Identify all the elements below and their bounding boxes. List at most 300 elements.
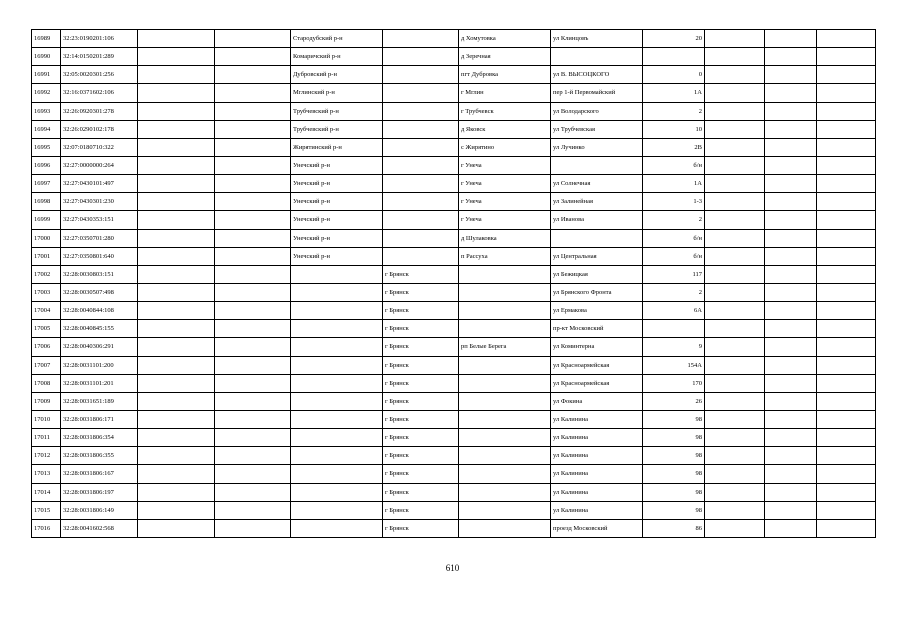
house-number-cell: 2 (643, 102, 705, 120)
locality-cell (459, 429, 551, 447)
record-number-cell: 16992 (32, 84, 61, 102)
blank-cell (138, 211, 215, 229)
blank-cell (765, 48, 817, 66)
cadastral-number-cell: 32:28:0031806:197 (61, 483, 138, 501)
street-cell: ул Коминтерна (551, 338, 643, 356)
blank-cell (817, 138, 876, 156)
cadastral-number-cell: 32:28:0031806:354 (61, 429, 138, 447)
cadastral-number-cell: 32:27:0430301:230 (61, 193, 138, 211)
blank-cell (215, 320, 291, 338)
table-row (32, 229, 876, 247)
city-cell: г Брянск (383, 283, 459, 301)
record-number-cell: 17008 (32, 374, 61, 392)
district-cell: Комаричский р-н (291, 48, 383, 66)
table-row (32, 120, 876, 138)
house-number-cell: 1А (643, 84, 705, 102)
table-row (32, 410, 876, 428)
house-number-cell: 117 (643, 265, 705, 283)
cadastral-number-cell: 32:28:0031651:189 (61, 392, 138, 410)
blank-cell (138, 30, 215, 48)
blank-cell (705, 410, 765, 428)
blank-cell (817, 211, 876, 229)
district-cell (291, 501, 383, 519)
blank-cell (817, 519, 876, 537)
blank-cell (817, 374, 876, 392)
locality-cell (459, 501, 551, 519)
blank-cell (215, 302, 291, 320)
cadastral-number-cell: 32:27:0000000:264 (61, 156, 138, 174)
blank-cell (817, 302, 876, 320)
table-row (32, 48, 876, 66)
table-row (32, 30, 876, 48)
locality-cell: г Мглин (459, 84, 551, 102)
blank-cell (765, 156, 817, 174)
blank-cell (817, 338, 876, 356)
blank-cell (765, 66, 817, 84)
blank-cell (705, 247, 765, 265)
district-cell: Унечский р-н (291, 211, 383, 229)
record-number-cell: 16994 (32, 120, 61, 138)
district-cell: Унечский р-н (291, 193, 383, 211)
city-cell (383, 193, 459, 211)
house-number-cell: 2 (643, 283, 705, 301)
table-row (32, 392, 876, 410)
house-number-cell: 10 (643, 120, 705, 138)
blank-cell (215, 66, 291, 84)
cadastral-number-cell: 32:28:0030507:498 (61, 283, 138, 301)
blank-cell (705, 447, 765, 465)
blank-cell (705, 519, 765, 537)
blank-cell (765, 102, 817, 120)
house-number-cell: б/н (643, 229, 705, 247)
blank-cell (215, 156, 291, 174)
blank-cell (765, 338, 817, 356)
street-cell (551, 229, 643, 247)
table-row (32, 374, 876, 392)
table-row (32, 519, 876, 537)
record-number-cell: 16990 (32, 48, 61, 66)
table-row (32, 447, 876, 465)
locality-cell: г Трубчевск (459, 102, 551, 120)
house-number-cell: б/н (643, 156, 705, 174)
blank-cell (215, 265, 291, 283)
cadastral-number-cell: 32:26:0290102:178 (61, 120, 138, 138)
street-cell: ул Ермакова (551, 302, 643, 320)
blank-cell (705, 193, 765, 211)
street-cell: ул Калинина (551, 447, 643, 465)
blank-cell (138, 247, 215, 265)
record-number-cell: 16991 (32, 66, 61, 84)
street-cell: ул Центральная (551, 247, 643, 265)
blank-cell (138, 320, 215, 338)
district-cell (291, 429, 383, 447)
table-row (32, 483, 876, 501)
city-cell: г Брянск (383, 265, 459, 283)
house-number-cell: 98 (643, 447, 705, 465)
blank-cell (215, 338, 291, 356)
record-number-cell: 17005 (32, 320, 61, 338)
blank-cell (705, 211, 765, 229)
district-cell (291, 392, 383, 410)
blank-cell (765, 320, 817, 338)
blank-cell (138, 483, 215, 501)
blank-cell (817, 229, 876, 247)
locality-cell: с Жирятино (459, 138, 551, 156)
district-cell: Мглинский р-н (291, 84, 383, 102)
cadastral-number-cell: 32:27:0430101:497 (61, 175, 138, 193)
locality-cell (459, 410, 551, 428)
city-cell (383, 211, 459, 229)
page-number: 610 (445, 563, 460, 573)
record-number-cell: 17007 (32, 356, 61, 374)
street-cell (551, 48, 643, 66)
blank-cell (765, 501, 817, 519)
blank-cell (138, 374, 215, 392)
blank-cell (705, 374, 765, 392)
blank-cell (215, 84, 291, 102)
district-cell: Трубчевский р-н (291, 102, 383, 120)
cadastral-number-cell: 32:28:0031101:200 (61, 356, 138, 374)
cadastral-number-cell: 32:16:0371602:106 (61, 84, 138, 102)
blank-cell (765, 30, 817, 48)
table-row (32, 84, 876, 102)
blank-cell (705, 320, 765, 338)
blank-cell (215, 229, 291, 247)
city-cell: г Брянск (383, 447, 459, 465)
house-number-cell: 98 (643, 410, 705, 428)
blank-cell (215, 247, 291, 265)
cadastral-number-cell: 32:05:0020301:256 (61, 66, 138, 84)
cadastral-number-cell: 32:27:0350701:280 (61, 229, 138, 247)
blank-cell (817, 30, 876, 48)
street-cell: ул Калинина (551, 501, 643, 519)
house-number-cell: 26 (643, 392, 705, 410)
blank-cell (817, 48, 876, 66)
locality-cell: п Рассуха (459, 247, 551, 265)
cadastral-number-cell: 32:14:0150201:289 (61, 48, 138, 66)
city-cell (383, 156, 459, 174)
street-cell: ул Калинина (551, 465, 643, 483)
district-cell (291, 447, 383, 465)
blank-cell (138, 120, 215, 138)
district-cell (291, 519, 383, 537)
record-number-cell: 17001 (32, 247, 61, 265)
table-row (32, 429, 876, 447)
blank-cell (765, 410, 817, 428)
blank-cell (765, 356, 817, 374)
house-number-cell: 154А (643, 356, 705, 374)
district-cell (291, 483, 383, 501)
locality-cell: д Хомутовка (459, 30, 551, 48)
district-cell (291, 410, 383, 428)
table-row (32, 193, 876, 211)
blank-cell (817, 447, 876, 465)
table-row (32, 465, 876, 483)
cadastral-number-cell: 32:28:0040844:108 (61, 302, 138, 320)
blank-cell (138, 175, 215, 193)
blank-cell (138, 48, 215, 66)
locality-cell (459, 483, 551, 501)
table-row (32, 66, 876, 84)
table-row (32, 338, 876, 356)
table-row (32, 247, 876, 265)
cadastral-number-cell: 32:23:0190201:106 (61, 30, 138, 48)
street-cell: ул Калинина (551, 483, 643, 501)
cadastral-number-cell: 32:26:0920301:278 (61, 102, 138, 120)
blank-cell (215, 48, 291, 66)
locality-cell (459, 302, 551, 320)
record-number-cell: 17003 (32, 283, 61, 301)
blank-cell (215, 356, 291, 374)
blank-cell (138, 501, 215, 519)
blank-cell (215, 429, 291, 447)
table-row (32, 501, 876, 519)
cadastral-number-cell: 32:27:0430353:151 (61, 211, 138, 229)
record-number-cell: 16998 (32, 193, 61, 211)
record-number-cell: 17004 (32, 302, 61, 320)
street-cell: ул Клинцовъ (551, 30, 643, 48)
blank-cell (765, 265, 817, 283)
blank-cell (765, 84, 817, 102)
blank-cell (817, 193, 876, 211)
blank-cell (138, 447, 215, 465)
blank-cell (817, 175, 876, 193)
house-number-cell: 98 (643, 429, 705, 447)
blank-cell (215, 283, 291, 301)
blank-cell (705, 175, 765, 193)
blank-cell (817, 66, 876, 84)
blank-cell (765, 283, 817, 301)
district-cell (291, 320, 383, 338)
blank-cell (138, 519, 215, 537)
blank-cell (817, 283, 876, 301)
table-body (32, 30, 876, 538)
blank-cell (817, 483, 876, 501)
blank-cell (138, 410, 215, 428)
blank-cell (705, 229, 765, 247)
district-cell: Дубровский р-н (291, 66, 383, 84)
city-cell (383, 175, 459, 193)
district-cell (291, 465, 383, 483)
blank-cell (138, 138, 215, 156)
district-cell: Стародубский р-н (291, 30, 383, 48)
house-number-cell (643, 48, 705, 66)
blank-cell (705, 84, 765, 102)
city-cell (383, 66, 459, 84)
blank-cell (765, 429, 817, 447)
table-row (32, 356, 876, 374)
blank-cell (765, 374, 817, 392)
locality-cell (459, 392, 551, 410)
blank-cell (705, 120, 765, 138)
blank-cell (138, 84, 215, 102)
city-cell: г Брянск (383, 429, 459, 447)
record-number-cell: 17015 (32, 501, 61, 519)
district-cell: Унечский р-н (291, 247, 383, 265)
city-cell: г Брянск (383, 392, 459, 410)
blank-cell (215, 102, 291, 120)
blank-cell (138, 265, 215, 283)
blank-cell (705, 48, 765, 66)
blank-cell (215, 138, 291, 156)
house-number-cell: 98 (643, 501, 705, 519)
blank-cell (705, 138, 765, 156)
city-cell: г Брянск (383, 483, 459, 501)
record-number-cell: 16997 (32, 175, 61, 193)
blank-cell (817, 265, 876, 283)
blank-cell (138, 193, 215, 211)
blank-cell (138, 465, 215, 483)
blank-cell (765, 120, 817, 138)
street-cell: проезд Московский (551, 519, 643, 537)
street-cell (551, 156, 643, 174)
city-cell: г Брянск (383, 501, 459, 519)
record-number-cell: 17012 (32, 447, 61, 465)
table-row (32, 320, 876, 338)
blank-cell (705, 156, 765, 174)
table-row (32, 283, 876, 301)
blank-cell (817, 429, 876, 447)
street-cell: пр-кт Московский (551, 320, 643, 338)
record-number-cell: 16999 (32, 211, 61, 229)
blank-cell (215, 374, 291, 392)
locality-cell (459, 265, 551, 283)
city-cell: г Брянск (383, 302, 459, 320)
blank-cell (817, 320, 876, 338)
city-cell: г Брянск (383, 320, 459, 338)
district-cell: Трубчевский р-н (291, 120, 383, 138)
blank-cell (705, 392, 765, 410)
district-cell (291, 265, 383, 283)
record-number-cell: 17014 (32, 483, 61, 501)
locality-cell (459, 356, 551, 374)
locality-cell (459, 374, 551, 392)
city-cell (383, 84, 459, 102)
district-cell (291, 283, 383, 301)
blank-cell (817, 156, 876, 174)
table-row (32, 265, 876, 283)
blank-cell (138, 283, 215, 301)
blank-cell (817, 356, 876, 374)
street-cell: ул Красноармейская (551, 356, 643, 374)
blank-cell (765, 247, 817, 265)
street-cell: ул В. ВЫСОЦКОГО (551, 66, 643, 84)
blank-cell (705, 465, 765, 483)
city-cell (383, 48, 459, 66)
house-number-cell (643, 320, 705, 338)
blank-cell (215, 410, 291, 428)
city-cell (383, 120, 459, 138)
house-number-cell: 170 (643, 374, 705, 392)
blank-cell (215, 501, 291, 519)
house-number-cell: 1А (643, 175, 705, 193)
cadastral-number-cell: 32:27:0350801:640 (61, 247, 138, 265)
blank-cell (215, 392, 291, 410)
house-number-cell: 2В (643, 138, 705, 156)
street-cell: ул Иванова (551, 211, 643, 229)
district-cell (291, 356, 383, 374)
blank-cell (705, 356, 765, 374)
blank-cell (817, 84, 876, 102)
cadastral-number-cell: 32:28:0031101:201 (61, 374, 138, 392)
street-cell: ул Бежицкая (551, 265, 643, 283)
street-cell: ул Брянского Фронта (551, 283, 643, 301)
blank-cell (765, 447, 817, 465)
city-cell (383, 138, 459, 156)
blank-cell (138, 338, 215, 356)
blank-cell (215, 193, 291, 211)
locality-cell: г Унеча (459, 175, 551, 193)
locality-cell (459, 447, 551, 465)
locality-cell (459, 519, 551, 537)
blank-cell (138, 102, 215, 120)
street-cell: ул Залинейная (551, 193, 643, 211)
city-cell (383, 30, 459, 48)
house-number-cell: 98 (643, 465, 705, 483)
house-number-cell: 1-3 (643, 193, 705, 211)
house-number-cell: 9 (643, 338, 705, 356)
house-number-cell: 98 (643, 483, 705, 501)
registry-table (31, 29, 876, 538)
locality-cell: пгт Дубровка (459, 66, 551, 84)
blank-cell (215, 447, 291, 465)
table-row (32, 102, 876, 120)
record-number-cell: 17009 (32, 392, 61, 410)
cadastral-number-cell: 32:28:0031806:171 (61, 410, 138, 428)
locality-cell: д Яковск (459, 120, 551, 138)
record-number-cell: 17011 (32, 429, 61, 447)
blank-cell (765, 519, 817, 537)
street-cell: ул Трубчевская (551, 120, 643, 138)
locality-cell: д Зеречная (459, 48, 551, 66)
blank-cell (765, 392, 817, 410)
district-cell: Унечский р-н (291, 229, 383, 247)
record-number-cell: 16989 (32, 30, 61, 48)
blank-cell (817, 465, 876, 483)
locality-cell (459, 320, 551, 338)
cadastral-number-cell: 32:07:0180710:322 (61, 138, 138, 156)
blank-cell (215, 465, 291, 483)
blank-cell (817, 247, 876, 265)
blank-cell (705, 338, 765, 356)
house-number-cell: 20 (643, 30, 705, 48)
blank-cell (705, 501, 765, 519)
blank-cell (705, 283, 765, 301)
table-row (32, 302, 876, 320)
cadastral-number-cell: 32:28:0040306:291 (61, 338, 138, 356)
blank-cell (138, 156, 215, 174)
blank-cell (138, 229, 215, 247)
city-cell: г Брянск (383, 356, 459, 374)
locality-cell (459, 283, 551, 301)
city-cell: г Брянск (383, 465, 459, 483)
blank-cell (705, 265, 765, 283)
blank-cell (765, 211, 817, 229)
blank-cell (765, 483, 817, 501)
blank-cell (817, 410, 876, 428)
district-cell (291, 302, 383, 320)
city-cell: г Брянск (383, 374, 459, 392)
street-cell: ул Володарского (551, 102, 643, 120)
street-cell: ул Солнечная (551, 175, 643, 193)
record-number-cell: 17016 (32, 519, 61, 537)
city-cell: г Брянск (383, 338, 459, 356)
record-number-cell: 16993 (32, 102, 61, 120)
street-cell: пер 1-й Первомайский (551, 84, 643, 102)
blank-cell (138, 356, 215, 374)
street-cell: ул Красноармейская (551, 374, 643, 392)
record-number-cell: 17000 (32, 229, 61, 247)
